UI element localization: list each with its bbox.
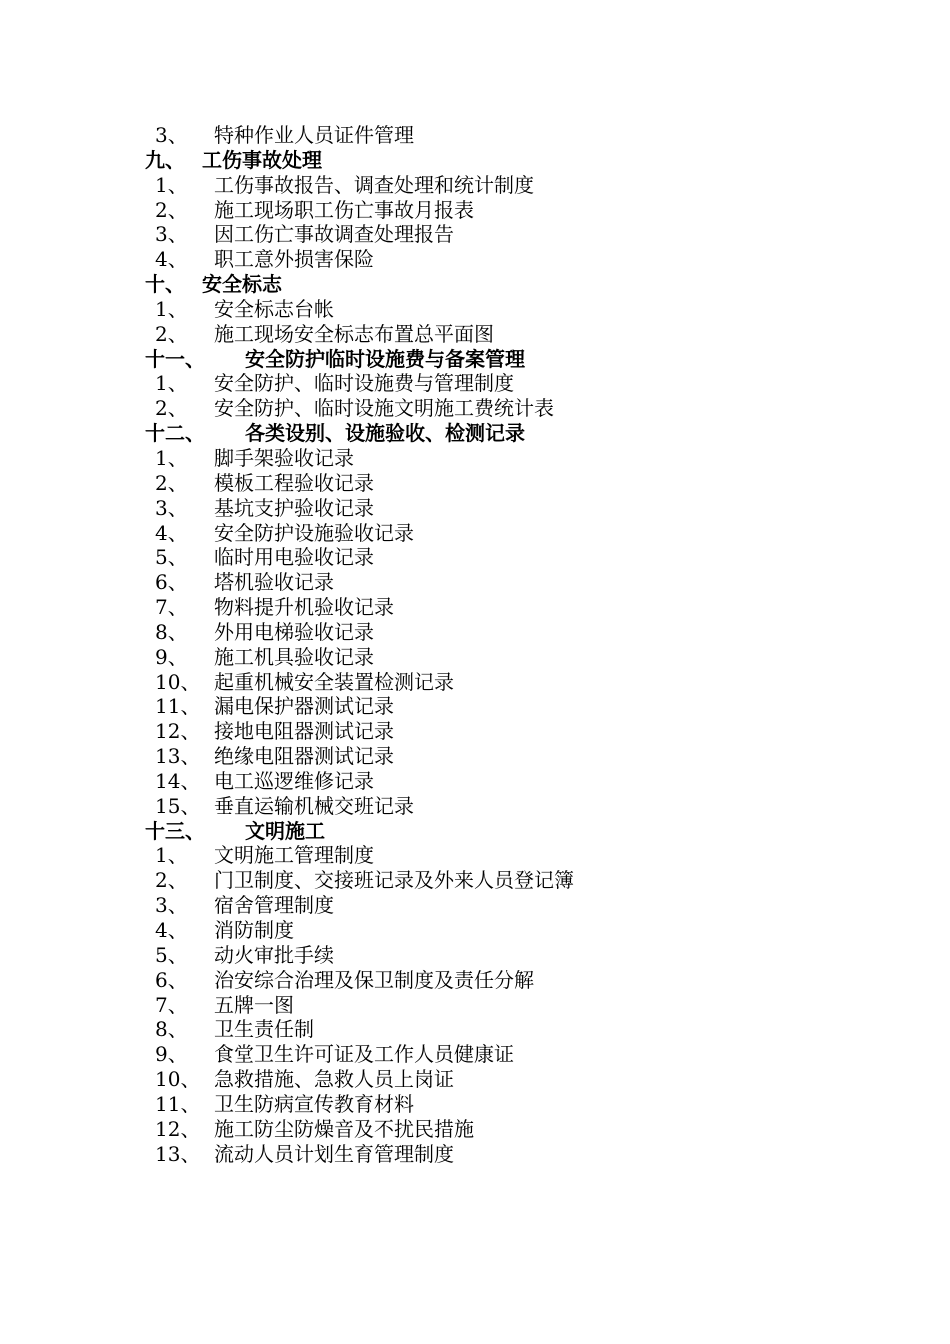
item-number: 10、	[155, 1067, 201, 1092]
item-text: 电工巡逻维修记录	[214, 768, 374, 793]
list-item	[145, 1042, 905, 1067]
item-number: 15、	[155, 793, 201, 818]
list-item	[145, 1017, 905, 1042]
list-item	[145, 446, 905, 471]
item-text: 文明施工管理制度	[214, 843, 374, 868]
item-number: 3、	[155, 495, 188, 520]
item-text: 因工伤亡事故调查处理报告	[214, 222, 454, 247]
list-item	[145, 645, 905, 670]
section-title: 工伤事故处理	[202, 147, 322, 172]
section-title: 各类设别、设施验收、检测记录	[245, 421, 525, 446]
list-item	[145, 1092, 905, 1117]
list-item	[145, 496, 905, 521]
item-text: 食堂卫生许可证及工作人员健康证	[214, 1042, 514, 1067]
item-number: 9、	[155, 1042, 188, 1067]
item-text: 施工现场安全标志布置总平面图	[214, 321, 494, 346]
section-title: 安全防护临时设施费与备案管理	[245, 346, 525, 371]
list-item	[145, 570, 905, 595]
item-text: 卫生防病宣传教育材料	[214, 1091, 414, 1116]
list-item	[145, 1142, 905, 1167]
list-item	[145, 297, 905, 322]
item-number: 5、	[155, 545, 188, 570]
list-item	[145, 694, 905, 719]
item-text: 外用电梯验收记录	[214, 619, 374, 644]
list-item	[145, 943, 905, 968]
item-number: 11、	[155, 1091, 201, 1116]
list-item	[145, 1067, 905, 1092]
list-item	[145, 843, 905, 868]
item-number: 2、	[155, 396, 188, 421]
item-text: 流动人员计划生育管理制度	[214, 1141, 454, 1166]
item-number: 4、	[155, 918, 188, 942]
item-number: 3、	[155, 893, 188, 918]
item-number: 6、	[155, 570, 188, 595]
item-number: 10、	[155, 669, 201, 694]
item-number: 2、	[155, 470, 188, 495]
section-number: 十三、	[145, 818, 205, 843]
item-number: 1、	[155, 371, 188, 396]
item-number: 4、	[155, 520, 188, 545]
item-text: 基坑支护验收记录	[214, 495, 374, 520]
section-title: 安全标志	[202, 272, 282, 297]
section-number: 十、	[145, 272, 185, 297]
item-text: 动火审批手续	[214, 942, 334, 967]
item-number: 4、	[155, 247, 188, 272]
section-number: 十一、	[145, 346, 205, 371]
item-number: 6、	[155, 967, 188, 992]
item-text: 门卫制度、交接班记录及外来人员登记簿	[214, 868, 574, 893]
item-text: 工伤事故报告、调查处理和统计制度	[214, 172, 534, 197]
item-number: 1、	[155, 843, 188, 868]
list-item	[145, 744, 905, 769]
section-heading	[145, 819, 905, 844]
item-number: 14、	[155, 768, 201, 793]
list-item	[145, 322, 905, 347]
item-text: 施工防尘防燥音及不扰民措施	[214, 1116, 474, 1141]
list-item	[145, 396, 905, 421]
document-body	[145, 123, 905, 1166]
item-text: 施工现场职工伤亡事故月报表	[214, 197, 474, 222]
item-number: 7、	[155, 992, 188, 1017]
item-text: 塔机验收记录	[214, 570, 334, 595]
item-number: 1、	[155, 296, 188, 321]
item-text: 物料提升机验收记录	[214, 595, 394, 620]
section-heading	[145, 421, 905, 446]
list-item	[145, 968, 905, 993]
list-item	[145, 719, 905, 744]
list-item	[145, 173, 905, 198]
section-number: 九、	[145, 147, 185, 172]
list-item	[145, 620, 905, 645]
section-title: 文明施工	[245, 818, 325, 843]
item-number: 3、	[155, 222, 188, 247]
item-number: 3、	[155, 123, 188, 147]
list-item	[145, 1117, 905, 1142]
list-item	[145, 868, 905, 893]
item-number: 7、	[155, 595, 188, 620]
item-number: 1、	[155, 172, 188, 197]
list-item	[145, 918, 905, 943]
item-number: 9、	[155, 644, 188, 669]
list-item	[145, 198, 905, 223]
item-number: 12、	[155, 719, 201, 744]
item-text: 急救措施、急救人员上岗证	[214, 1067, 454, 1092]
item-number: 13、	[155, 744, 201, 769]
item-text: 漏电保护器测试记录	[214, 694, 394, 719]
item-text: 消防制度	[214, 918, 294, 942]
list-item	[145, 521, 905, 546]
item-number: 1、	[155, 445, 188, 470]
item-number: 12、	[155, 1116, 201, 1141]
item-text: 安全防护、临时设施费与管理制度	[214, 371, 514, 396]
item-number: 8、	[155, 619, 188, 644]
item-text: 治安综合治理及保卫制度及责任分解	[214, 967, 534, 992]
list-item	[145, 471, 905, 496]
item-text: 模板工程验收记录	[214, 470, 374, 495]
item-text: 起重机械安全装置检测记录	[214, 669, 454, 694]
list-item	[145, 247, 905, 272]
section-heading	[145, 272, 905, 297]
item-text: 垂直运输机械交班记录	[214, 793, 414, 818]
item-text: 卫生责任制	[214, 1017, 314, 1042]
item-text: 五牌一图	[214, 992, 294, 1017]
item-text: 宿舍管理制度	[214, 893, 334, 918]
list-item	[145, 893, 905, 918]
list-item	[145, 222, 905, 247]
item-text: 安全防护设施验收记录	[214, 520, 414, 545]
item-text: 临时用电验收记录	[214, 545, 374, 570]
list-item	[145, 595, 905, 620]
item-number: 13、	[155, 1141, 201, 1166]
item-text: 绝缘电阻器测试记录	[214, 744, 394, 769]
section-number: 十二、	[145, 421, 205, 446]
section-heading	[145, 148, 905, 173]
list-item	[145, 123, 905, 148]
item-text: 接地电阻器测试记录	[214, 719, 394, 744]
list-item	[145, 993, 905, 1018]
section-heading	[145, 347, 905, 372]
item-text: 特种作业人员证件管理	[214, 123, 414, 147]
list-item	[145, 371, 905, 396]
item-text: 职工意外损害保险	[214, 247, 374, 272]
item-number: 8、	[155, 1017, 188, 1042]
list-item	[145, 545, 905, 570]
item-number: 2、	[155, 321, 188, 346]
item-text: 施工机具验收记录	[214, 644, 374, 669]
item-number: 11、	[155, 694, 201, 719]
item-text: 安全防护、临时设施文明施工费统计表	[214, 396, 554, 421]
item-text: 脚手架验收记录	[214, 445, 354, 470]
list-item	[145, 794, 905, 819]
item-text: 安全标志台帐	[214, 296, 334, 321]
item-number: 2、	[155, 868, 188, 893]
item-number: 5、	[155, 942, 188, 967]
list-item	[145, 670, 905, 695]
item-number: 2、	[155, 197, 188, 222]
list-item	[145, 769, 905, 794]
